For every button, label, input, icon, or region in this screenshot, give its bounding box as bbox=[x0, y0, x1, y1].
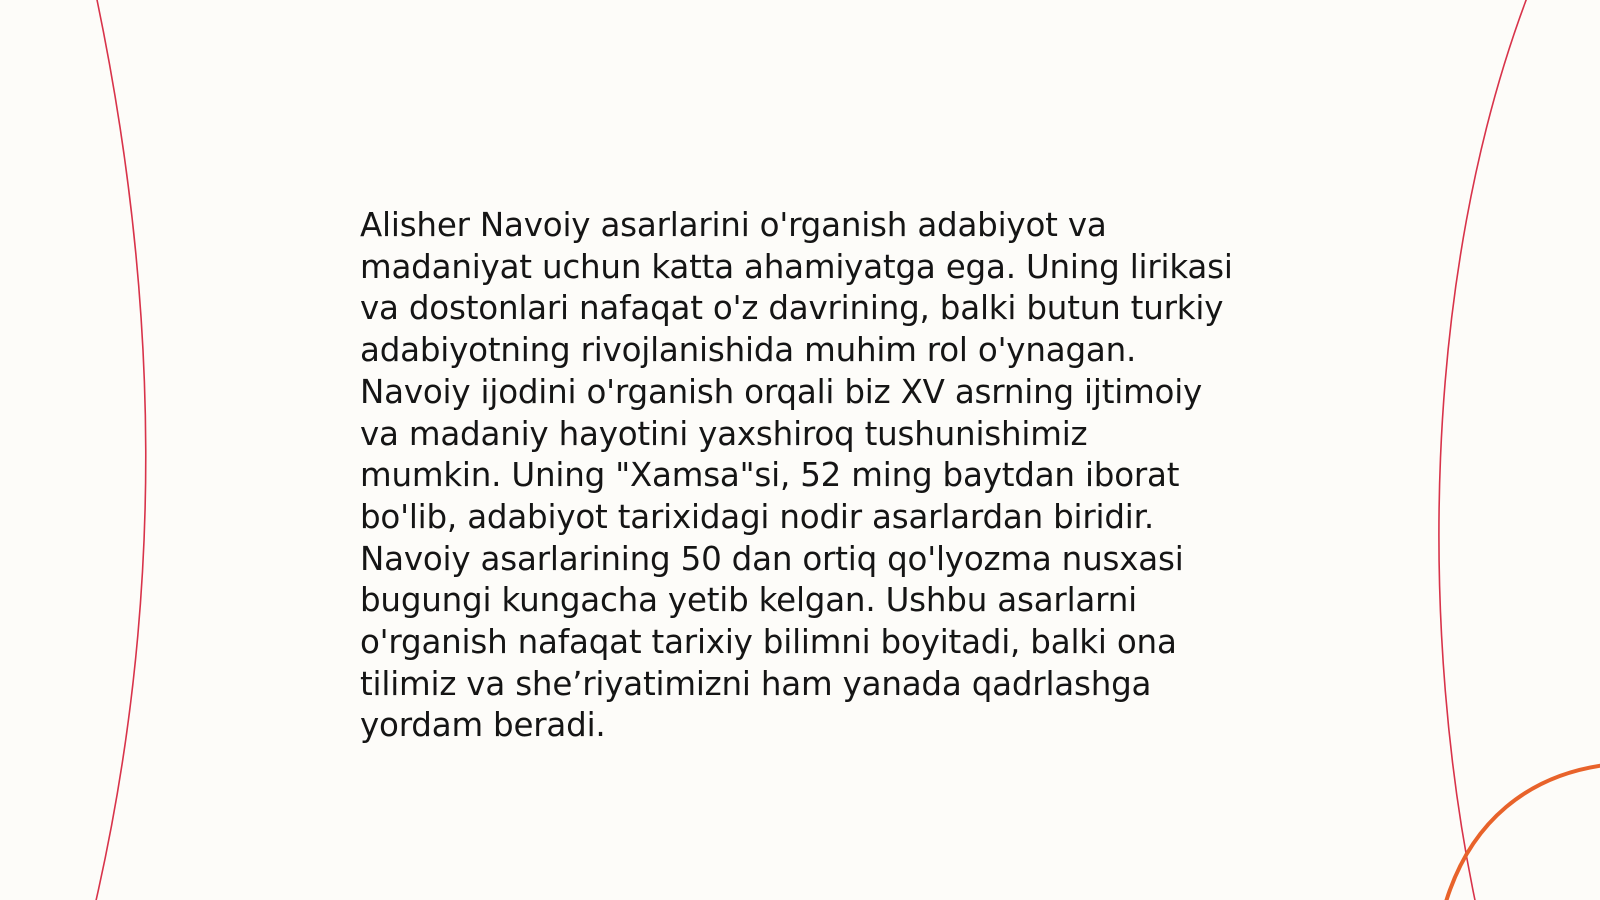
accent-arc bbox=[1445, 765, 1600, 900]
body-paragraph: Alisher Navoiy asarlarini o'rganish adabiyot va madaniyat uchun katta ahamiyatga ega. Uning lirikasi va dostonlari nafaqat o'z davrining, balki butun turkiy adabiyotning rivojlanishida muhim rol o'ynagan. Navoiy ijodini o'rganish orqali biz XV asrning ijtimoiy va madaniy hayotini yaxshiroq tushunishimiz mumkin. Uning "Xamsa"si, 52 ming baytdan iborat bo'lib, adabiyot tarixidagi nodir asarlardan biridir. Navoiy asarlarining 50 dan ortiq qo'lyozma nusxasi bugungi kungacha yetib kelgan. Ushbu asarlarni o'rganish nafaqat tarixiy bilimni boyitadi, balki ona tilimiz va she’riyatimizni ham yanada qadrlashga yordam beradi. bbox=[360, 206, 1233, 745]
left-curve-line bbox=[95, 0, 146, 900]
right-curve-line bbox=[1439, 0, 1528, 900]
